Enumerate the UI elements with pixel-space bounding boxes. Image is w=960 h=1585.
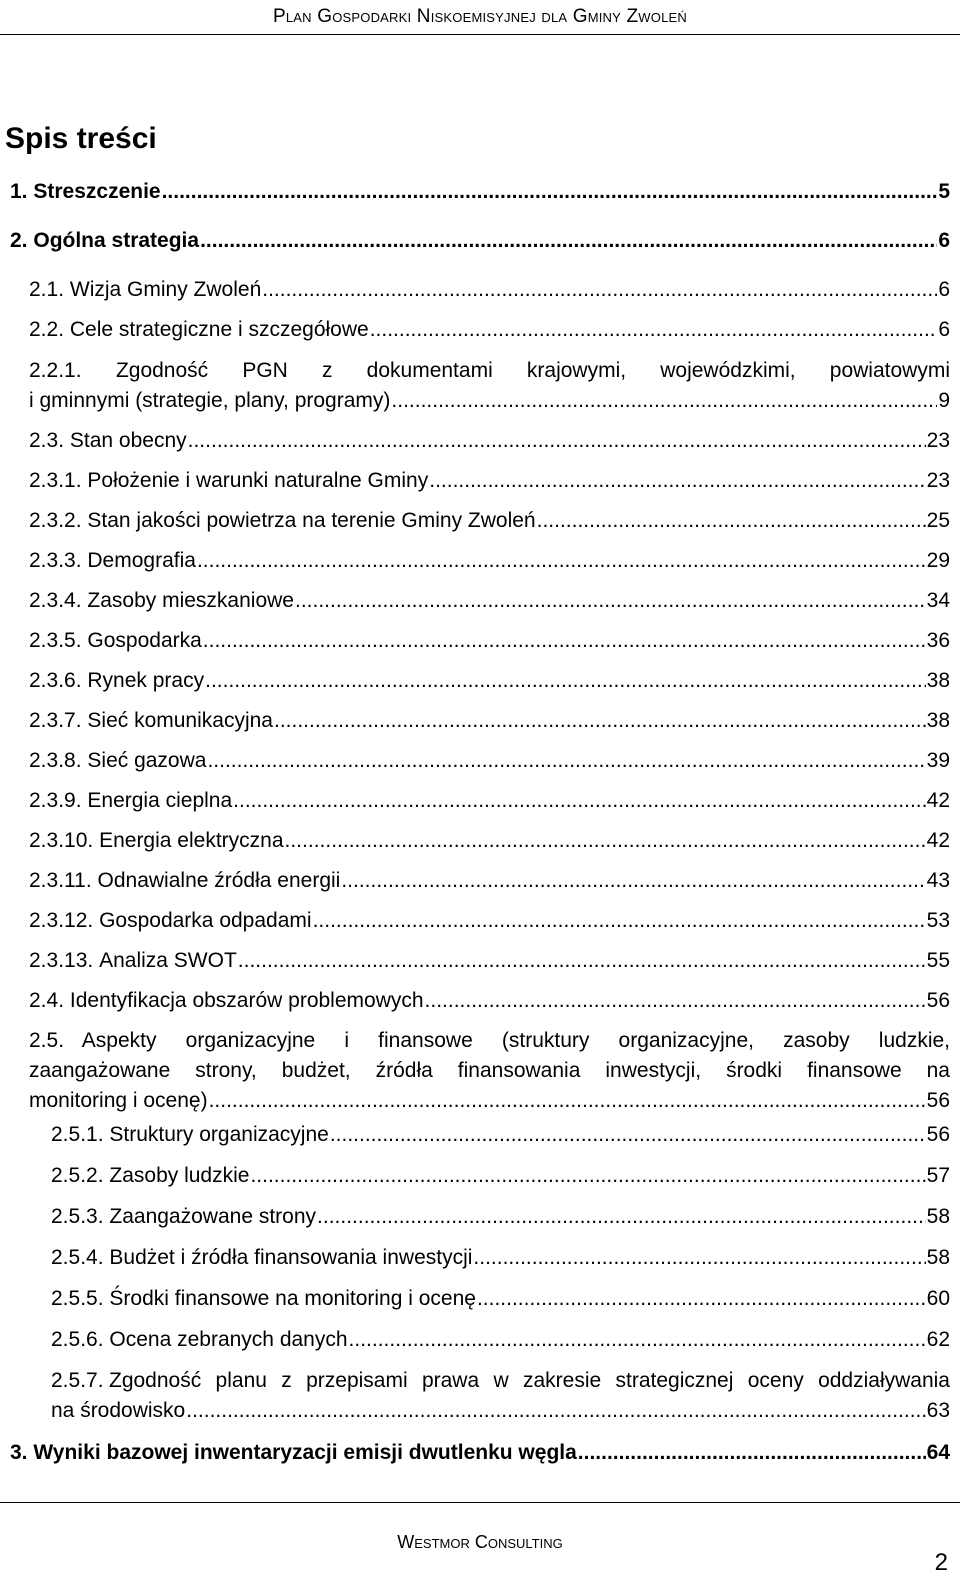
toc-leader <box>473 1243 925 1273</box>
toc-number: 2.3.4. <box>29 589 82 612</box>
toc-leader <box>330 1120 926 1150</box>
toc-number: 2.3.7. <box>29 709 82 732</box>
toc-leader <box>203 626 926 656</box>
toc-text: Ocena zebranych danych <box>109 1328 348 1351</box>
toc-leader <box>391 386 937 416</box>
toc-number: 2.3.8. <box>29 749 82 772</box>
toc-page: 56 <box>926 989 950 1012</box>
toc-text-line1: Zgodność planu z przepisami prawa w zakresie strategicznej oceny oddziaływania <box>109 1369 950 1392</box>
toc-leader <box>274 706 926 736</box>
toc-page: 42 <box>926 829 950 852</box>
toc-text: Zaangażowane strony <box>109 1205 317 1228</box>
toc-leader <box>537 506 926 536</box>
toc-leader <box>233 786 925 816</box>
toc-entry-2-3-1[interactable] <box>29 466 950 496</box>
toc-entry-2-3-11[interactable] <box>29 866 950 896</box>
toc-leader <box>317 1202 926 1232</box>
toc-text: Położenie i warunki naturalne Gminy <box>87 469 429 492</box>
toc-text-line1: Zgodność PGN z dokumentami krajowymi, wojewódzkimi, powiatowymi <box>115 359 950 382</box>
toc-text: Energia elektryczna <box>99 829 284 852</box>
toc-leader <box>341 866 925 896</box>
toc-text: Sieć komunikacyjna <box>87 709 273 732</box>
toc-text: Identyfikacja obszarów problemowych <box>69 989 424 1012</box>
toc-page: 60 <box>926 1287 950 1310</box>
toc-number: 2.3.12. <box>29 909 94 932</box>
toc-page: 53 <box>926 909 950 932</box>
toc-text: Stan jakości powietrza na terenie Gminy Zwoleń <box>87 509 536 532</box>
toc-number: 2.4. <box>29 989 65 1012</box>
toc-text-line1: Aspekty organizacyjne i finansowe (struktury organizacyjne, zasoby ludzkie, <box>81 1029 950 1052</box>
toc-page: 25 <box>926 509 950 532</box>
toc-number: 2.5.7. <box>51 1369 104 1392</box>
toc-entry-2-3-3[interactable] <box>29 546 950 576</box>
page-number: 2 <box>934 1549 948 1576</box>
toc-page: 6 <box>938 229 950 252</box>
toc-page: 38 <box>926 709 950 732</box>
toc-entry-2-5-5[interactable] <box>51 1284 950 1314</box>
toc-number: 2.5.5. <box>51 1287 104 1310</box>
toc-page: 64 <box>926 1441 950 1464</box>
toc-entry-2-3-2[interactable] <box>29 506 950 536</box>
toc-entry-2-3-5[interactable] <box>29 626 950 656</box>
toc-number: 1. <box>10 180 28 203</box>
toc-entry-2-5-4[interactable] <box>51 1243 950 1273</box>
toc-text: Sieć gazowa <box>87 749 207 772</box>
toc-entry-2-5-1[interactable] <box>51 1120 950 1150</box>
toc-page: 29 <box>926 549 950 572</box>
toc-text: Rynek pracy <box>87 669 205 692</box>
toc-page: 23 <box>926 469 950 492</box>
toc-leader <box>285 826 926 856</box>
toc-leader <box>578 1438 926 1468</box>
toc-title: Spis treści <box>5 122 157 155</box>
toc-page: 43 <box>926 869 950 892</box>
toc-page: 6 <box>938 318 950 341</box>
toc-page: 36 <box>926 629 950 652</box>
toc-entry-2-2[interactable] <box>29 315 950 345</box>
running-header: Plan Gospodarki Niskoemisyjnej dla Gminy Zwoleń <box>273 6 687 27</box>
toc-leader <box>250 1161 925 1191</box>
toc-entry-2-3-10[interactable] <box>29 826 950 856</box>
toc-leader <box>238 946 926 976</box>
toc-number: 2.2. <box>29 318 65 341</box>
toc-page: 56 <box>926 1123 950 1146</box>
toc-leader <box>209 1086 926 1116</box>
toc-number: 2.2.1. <box>29 359 82 382</box>
toc-page: 5 <box>938 180 950 203</box>
toc-entry-2-3-6[interactable] <box>29 666 950 696</box>
toc-text-line2: i gminnymi (strategie, plany, programy) <box>29 389 391 412</box>
toc-text: Zasoby ludzkie <box>109 1164 250 1187</box>
toc-text: Ogólna strategia <box>33 229 200 252</box>
toc-page: 62 <box>926 1328 950 1351</box>
toc-text: Środki finansowe na monitoring i ocenę <box>109 1287 476 1310</box>
toc-page: 38 <box>926 669 950 692</box>
toc-page: 42 <box>926 789 950 812</box>
toc-entry-2-3[interactable] <box>29 426 950 456</box>
toc-entry-2-2-1[interactable] <box>29 356 950 416</box>
toc-text: Zasoby mieszkaniowe <box>87 589 294 612</box>
toc-text: Analiza SWOT <box>99 949 237 972</box>
toc-text: Cele strategiczne i szczegółowe <box>69 318 369 341</box>
toc-text: Gospodarka <box>87 629 202 652</box>
toc-leader <box>200 226 937 256</box>
toc-leader <box>188 426 926 456</box>
toc-entry-2-3-9[interactable] <box>29 786 950 816</box>
toc-entry-2-3-7[interactable] <box>29 706 950 736</box>
toc-entry-2-3-13[interactable] <box>29 946 950 976</box>
toc-number: 3. <box>10 1441 28 1464</box>
toc-text: Struktury organizacyjne <box>109 1123 329 1146</box>
toc-entry-2-4[interactable] <box>29 986 950 1016</box>
toc-leader <box>477 1284 926 1314</box>
toc-leader <box>207 746 925 776</box>
toc-number: 2.1. <box>29 278 65 301</box>
toc-text: Budżet i źródła finansowania inwestycji <box>109 1246 473 1269</box>
toc-number: 2.5.2. <box>51 1164 104 1187</box>
toc-page: 58 <box>926 1205 950 1228</box>
toc-entry-1[interactable] <box>10 177 950 207</box>
toc-leader <box>425 986 926 1016</box>
toc-page: 34 <box>926 589 950 612</box>
toc-number: 2. <box>10 229 28 252</box>
toc-leader <box>186 1396 925 1426</box>
toc-entry-2-5[interactable] <box>29 1026 950 1116</box>
toc-text: Streszczenie <box>33 180 161 203</box>
toc-number: 2.5. <box>29 1029 65 1052</box>
toc-entry-2-5-2[interactable] <box>51 1161 950 1191</box>
toc-number: 2.3.2. <box>29 509 82 532</box>
header-divider <box>0 34 960 35</box>
toc-leader <box>205 666 926 696</box>
toc-page: 56 <box>926 1089 950 1112</box>
toc-page: 23 <box>926 429 950 452</box>
toc-text: Demografia <box>87 549 196 572</box>
toc-leader <box>162 177 938 207</box>
toc-page: 9 <box>938 389 950 412</box>
toc-text: Energia cieplna <box>87 789 233 812</box>
toc-text: Wizja Gminy Zwoleń <box>69 278 262 301</box>
toc-number: 2.5.4. <box>51 1246 104 1269</box>
toc-text-line2: zaangażowane strony, budżet, źródła finansowania inwestycji, środki finansowe na <box>29 1059 950 1082</box>
toc-leader <box>262 275 937 305</box>
toc-entry-2-5-3[interactable] <box>51 1202 950 1232</box>
toc-entry-2-3-8[interactable] <box>29 746 950 776</box>
toc-text-line2: na środowisko <box>51 1399 186 1422</box>
toc-entry-2-3-12[interactable] <box>29 906 950 936</box>
toc-entry-2-5-7[interactable] <box>51 1366 950 1426</box>
toc-number: 2.3. <box>29 429 65 452</box>
toc-number: 2.5.3. <box>51 1205 104 1228</box>
toc-page: 63 <box>926 1399 950 1422</box>
footer-divider <box>0 1502 960 1503</box>
toc-number: 2.3.9. <box>29 789 82 812</box>
toc-number: 2.5.1. <box>51 1123 104 1146</box>
toc-text: Gospodarka odpadami <box>99 909 312 932</box>
toc-leader <box>197 546 926 576</box>
toc-page: 6 <box>938 278 950 301</box>
toc-page: 39 <box>926 749 950 772</box>
toc-page: 55 <box>926 949 950 972</box>
toc-page: 57 <box>926 1164 950 1187</box>
toc-entry-3[interactable] <box>10 1438 950 1468</box>
toc-leader <box>370 315 938 345</box>
toc-entry-2-3-4[interactable] <box>29 586 950 616</box>
toc-number: 2.3.1. <box>29 469 82 492</box>
toc-number: 2.3.5. <box>29 629 82 652</box>
toc-number: 2.3.10. <box>29 829 94 852</box>
toc-text: Odnawialne źródła energii <box>97 869 341 892</box>
toc-number: 2.3.3. <box>29 549 82 572</box>
toc-entry-2-5-6[interactable] <box>51 1325 950 1355</box>
toc-text-line3: monitoring i ocenę) <box>29 1089 208 1112</box>
toc-text: Wyniki bazowej inwentaryzacji emisji dwutlenku węgla <box>33 1441 577 1464</box>
toc-leader <box>349 1325 926 1355</box>
toc-number: 2.3.13. <box>29 949 94 972</box>
toc-leader <box>429 466 925 496</box>
toc-leader <box>313 906 926 936</box>
toc-text: Stan obecny <box>69 429 187 452</box>
toc-leader <box>295 586 926 616</box>
toc-entry-2[interactable] <box>10 226 950 256</box>
footer-company: Westmor Consulting <box>397 1532 563 1552</box>
toc-number: 2.3.6. <box>29 669 82 692</box>
toc-entry-2-1[interactable] <box>29 275 950 305</box>
toc-page: 58 <box>926 1246 950 1269</box>
toc-number: 2.5.6. <box>51 1328 104 1351</box>
toc-number: 2.3.11. <box>29 869 92 892</box>
